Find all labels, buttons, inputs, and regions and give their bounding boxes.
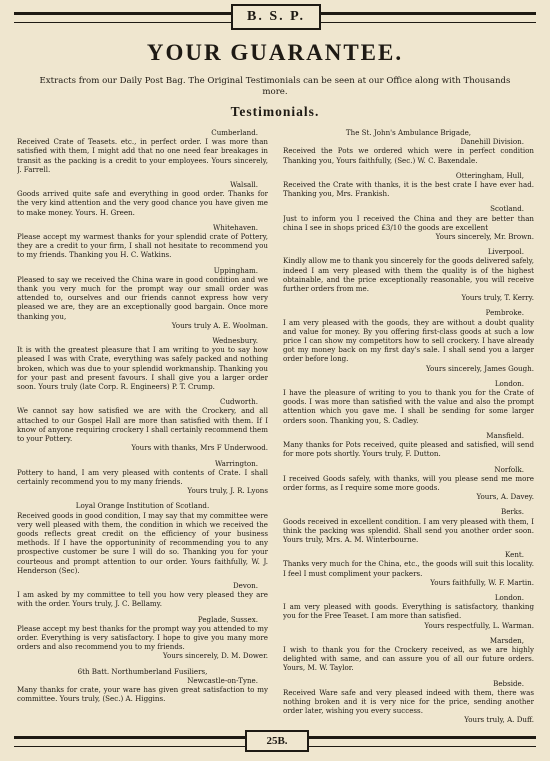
testimonial-location: Liverpool. [487, 247, 524, 257]
testimonial-location: Wednesbury. [212, 336, 258, 346]
testimonial [17, 397, 268, 452]
testimonial [17, 223, 268, 260]
testimonial [283, 171, 534, 199]
testimonial-location: Devon. [233, 580, 258, 590]
testimonial-body: Please accept my best thanks for the prompt way you attended to my order. Everything is very satisfactory. I hope to give you many more orders and also recommend you to my friends. [17, 623, 268, 652]
testimonial-body: Goods arrived quite safe and everything in good order. Thanks for the very kind attention and the very good chance you have given me to make money. Yours. H. Green. [17, 189, 268, 217]
testimonial-body: I have the pleasure of writing to you to thank you for the Crate of goods. I was more than satisfied with the value and also the prompt attention which you gave me. I shall be sending for some larger orders soon. Thanking you, S. Cadley. [283, 388, 534, 425]
testimonial-signature: Yours sincerely, D. M. Dower. [162, 651, 268, 661]
testimonial-body: Received Crate of Teasets. etc., in perfect order. I was more than satisfied with them, I might add that no one need fear breakages in transit as the packing is a credit to your employees. Yours sincerely, J. Farrell. [17, 137, 268, 174]
testimonial [283, 550, 534, 587]
testimonial [283, 679, 534, 725]
testimonial-body: I am very pleased with goods. Everything is satisfactory, thanking you for the Free Teaset. I am more than satisfied. [283, 602, 534, 621]
testimonial-body: It is with the greatest pleasure that I am writing to you to say how pleased I was with Crate, everything was safely packed and nothing broken, which was due to your splendid workmanship. Thanking you for your past and present favours. I shall give you a larger order soon. Yours truly (late Corp. R. Engineers) P. T. Crump. [17, 345, 268, 392]
testimonial-location: Norfolk. [494, 464, 524, 474]
testimonial-signature: Yours sincerely, James Gough. [425, 363, 534, 373]
testimonial-body: Pleased to say we received the China ware in good condition and we thank you very much for the prompt way our small order was attended to, ourselves and our friends cannot express how very pleased we are, they are an exceptionally good bargain. Once more thanking you, [17, 274, 268, 321]
testimonial-signature: Yours truly, A. Duff. [464, 715, 534, 725]
testimonial-body: Received goods in good condition, I may say that my committee were very well pleased with them, the condition in which we received the goods reflects great credit on the efficiency of your business methods. If I have the opportuninity of recommending you to any prospective customer be sure I will do so. Thanking you for your courteous and prompt attention to our order. Yours faithfully, W. J. Henderson (Sec). [17, 510, 268, 575]
testimonial-location: Peglade, Sussex. [197, 614, 258, 624]
testimonials-left-column [17, 128, 268, 726]
testimonial-location: Berks. [501, 507, 524, 517]
testimonial-location: London. [494, 592, 524, 602]
testimonial [283, 247, 534, 302]
testimonial-body: Pottery to hand, I am very pleased with contents of Crate. I shall certainly recommend you to my many friends. [17, 467, 268, 486]
testimonial-body: I am asked by my committee to tell you how very pleased they are with the order. Yours truly, J. C. Bellamy. [17, 590, 268, 609]
testimonial-signature: Yours sincerely, Mr. Brown. [435, 232, 534, 242]
testimonial [283, 431, 534, 459]
testimonial [283, 465, 534, 502]
testimonial-body: Just to inform you I received the China and they are better than china I see in shops priced £3/10 the goods are excellent [283, 213, 534, 232]
testimonial-signature: Yours truly A. E. Woolman. [171, 320, 268, 330]
page-number: 25B. [245, 730, 309, 752]
testimonial [17, 615, 268, 661]
testimonial-body: I wish to thank you for the Crockery received, as we are highly delighted with same, and can assure you of all our future orders. Yours, M. W. Taylor. [283, 644, 534, 673]
testimonial-location: Scotland. [490, 204, 524, 214]
testimonial-body: Goods received in excellent condition. I am very pleased with them, I think the packing was splendid. Shall send you another order soon. Yours truly, Mrs. A. M. Winterbourne. [283, 516, 534, 544]
testimonial [283, 593, 534, 630]
testimonial-location: Cudworth. [220, 397, 258, 407]
testimonial-body: Many thanks for crate, your ware has given great satisfaction to my committee. Yours truly, (Sec.) A. Higgins. [17, 684, 268, 704]
testimonial [283, 379, 534, 425]
testimonial [283, 204, 534, 241]
testimonial [17, 501, 268, 575]
header-badge: B. S. P. [231, 4, 321, 30]
testimonial-body: Received the Pots we ordered which were in perfect condition Thanking you, Yours faithfully, (Sec.) W. C. Baxendale. [283, 146, 534, 165]
testimonial-location: Whitehaven. [212, 222, 258, 232]
page-subtitle: Extracts from our Daily Post Bag. The Original Testimonials can be seen at our Office along with Thousands more. [39, 76, 511, 97]
testimonial [17, 667, 268, 704]
testimonial-body: Received Ware safe and very pleased indeed with them, there was nothing broken and it is very nice for the price, sending another order later, wishing you every success. [283, 687, 534, 716]
testimonial [17, 581, 268, 609]
testimonial-location: The St. John's Ambulance Brigade, [345, 128, 472, 137]
testimonials-right-column [283, 128, 534, 726]
testimonial [283, 636, 534, 673]
testimonial-signature: Yours with thanks, Mrs F Underwood. [131, 443, 268, 453]
testimonial-body: Kindly allow me to thank you sincerely for the goods delivered safely, indeed I am very pleased with them the quality is of the highest obtainable, and the price exceptionally reasonable, you will receive further orders from me. [283, 256, 534, 294]
testimonial [17, 336, 268, 391]
testimonial-location: Mansfield. [486, 430, 524, 440]
testimonial-location: 6th Batt. Northumberland Fusiliers, [77, 666, 208, 676]
testimonial [17, 459, 268, 496]
testimonial-body: Received the Crate with thanks, it is the best crate I have ever had. Thanking you, Mrs. Frankish. [283, 180, 534, 199]
testimonial-location: Walsall. [230, 180, 258, 190]
testimonial-location: Marsden, [489, 635, 524, 645]
testimonial [283, 308, 534, 372]
testimonial-signature: Yours, A. Davey. [476, 492, 534, 502]
testimonial-signature: Yours respectfully, L. Warman. [424, 620, 534, 630]
testimonial-signature: Yours truly, T. Kerry. [461, 293, 534, 303]
testimonial-body: Please accept my warmest thanks for your splendid crate of Pottery, they are a credit to your firm, I shall not hesitate to recommend you to my friends. Thanking you H. C. Watkins. [17, 232, 268, 260]
testimonial-location: Bebside. [493, 678, 524, 688]
testimonial-body: I am very pleased with the goods, they are without a doubt quality and value for money. By you offering first-class goods at such a low price I can show my competitors how to sell crockery. I have already got my money back on my first day's sale. I shall send you a larger order before long. [283, 317, 534, 364]
testimonial [17, 180, 268, 217]
testimonial [283, 128, 534, 165]
testimonial-signature: Yours faithfully, W. F. Martin. [430, 577, 534, 587]
testimonial-location: Otteringham, Hull, [455, 170, 524, 180]
testimonial-location-line-2: Danehill Division. [460, 137, 524, 147]
testimonial-body: Many thanks for Pots received, quite pleased and satisfied, will send for more pots shortly. Yours truly, F. Dutton. [283, 440, 534, 459]
testimonial-location: London. [494, 378, 524, 388]
testimonial [17, 266, 268, 330]
testimonial-body: We cannot say how satisfied we are with the Crockery, and all attached to our Gospel Hall are more than satisfied with them. If I know of anyone requiring crockery I shall certainly recommend them to your Pottery. [17, 406, 268, 444]
testimonial-location: Pembroke. [485, 308, 524, 318]
testimonial-body: Thanks very much for the China, etc., the goods will suit this locality. I feel I must compliment your packers. [283, 559, 534, 578]
testimonial-location: Warrington. [214, 458, 258, 468]
testimonial [283, 507, 534, 544]
testimonial [17, 128, 268, 174]
testimonial-body: I received Goods safely, with thanks, will you please send me more order forms, as I require some more goods. [283, 473, 534, 492]
testimonial-location-line-2: Newcastle-on-Tyne. [187, 675, 258, 685]
testimonial-location: Kent. [505, 550, 524, 560]
testimonial-location: Uppingham. [213, 265, 258, 275]
section-heading: Testimonials. [230, 104, 320, 119]
testimonial-location: Loyal Orange Institution of Scotland. [75, 501, 210, 511]
page-title: YOUR GUARANTEE. [146, 40, 404, 65]
testimonial-signature: Yours truly, J. R. Lyons [187, 486, 268, 496]
testimonial-location: Cumberland. [211, 128, 258, 137]
